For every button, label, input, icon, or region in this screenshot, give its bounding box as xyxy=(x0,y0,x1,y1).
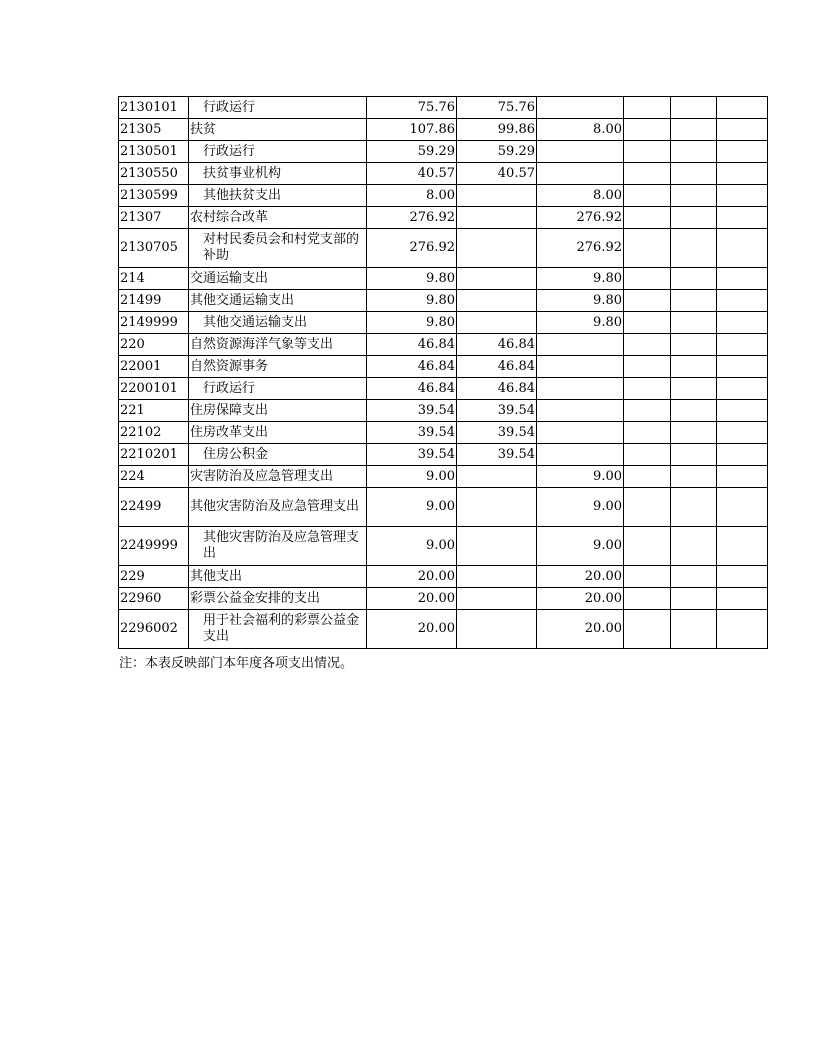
cell-col8 xyxy=(717,610,768,649)
cell-name: 住房保障支出 xyxy=(189,400,367,422)
table-row xyxy=(119,141,768,163)
cell-col8 xyxy=(717,422,768,444)
cell-code: 2200101 xyxy=(119,378,189,400)
cell-code: 2130550 xyxy=(119,163,189,185)
cell-project: 9.80 xyxy=(537,290,624,312)
cell-name: 灾害防治及应急管理支出 xyxy=(189,466,367,488)
cell-col8 xyxy=(717,444,768,466)
table-row xyxy=(119,334,768,356)
table-row xyxy=(119,378,768,400)
cell-project xyxy=(537,141,624,163)
cell-basic: 46.84 xyxy=(457,356,537,378)
cell-basic xyxy=(457,610,537,649)
cell-col6 xyxy=(624,378,671,400)
cell-project xyxy=(537,444,624,466)
cell-code: 229 xyxy=(119,566,189,588)
cell-col7 xyxy=(671,312,717,334)
cell-col8 xyxy=(717,185,768,207)
cell-name: 彩票公益金安排的支出 xyxy=(189,588,367,610)
cell-code: 21307 xyxy=(119,207,189,229)
cell-col7 xyxy=(671,290,717,312)
table-row xyxy=(119,185,768,207)
cell-total: 20.00 xyxy=(367,588,457,610)
cell-basic xyxy=(457,268,537,290)
cell-basic: 46.84 xyxy=(457,334,537,356)
cell-project: 9.80 xyxy=(537,268,624,290)
table-row xyxy=(119,290,768,312)
cell-project: 20.00 xyxy=(537,610,624,649)
cell-col8 xyxy=(717,268,768,290)
cell-col8 xyxy=(717,312,768,334)
cell-name: 扶贫 xyxy=(189,119,367,141)
cell-total: 8.00 xyxy=(367,185,457,207)
cell-col6 xyxy=(624,268,671,290)
table-row xyxy=(119,444,768,466)
cell-col7 xyxy=(671,566,717,588)
cell-col6 xyxy=(624,356,671,378)
cell-total: 9.00 xyxy=(367,527,457,566)
cell-name: 住房改革支出 xyxy=(189,422,367,444)
cell-col8 xyxy=(717,141,768,163)
cell-col7 xyxy=(671,356,717,378)
cell-project: 9.00 xyxy=(537,466,624,488)
cell-col6 xyxy=(624,422,671,444)
cell-basic: 40.57 xyxy=(457,163,537,185)
table-row xyxy=(119,312,768,334)
cell-col6 xyxy=(624,97,671,119)
cell-total: 46.84 xyxy=(367,378,457,400)
table-row xyxy=(119,119,768,141)
cell-col6 xyxy=(624,119,671,141)
cell-total: 39.54 xyxy=(367,400,457,422)
cell-total: 276.92 xyxy=(367,207,457,229)
table-row xyxy=(119,400,768,422)
cell-name: 自然资源海洋气象等支出 xyxy=(189,334,367,356)
cell-total: 40.57 xyxy=(367,163,457,185)
cell-col8 xyxy=(717,466,768,488)
table-row xyxy=(119,356,768,378)
cell-project xyxy=(537,422,624,444)
cell-total: 9.80 xyxy=(367,290,457,312)
cell-col7 xyxy=(671,422,717,444)
table-row xyxy=(119,566,768,588)
cell-name: 交通运输支出 xyxy=(189,268,367,290)
cell-col7 xyxy=(671,141,717,163)
cell-col8 xyxy=(717,378,768,400)
cell-project: 276.92 xyxy=(537,207,624,229)
cell-code: 214 xyxy=(119,268,189,290)
cell-col8 xyxy=(717,527,768,566)
cell-code: 2130101 xyxy=(119,97,189,119)
cell-col8 xyxy=(717,334,768,356)
cell-name: 扶贫事业机构 xyxy=(189,163,367,185)
cell-project: 8.00 xyxy=(537,185,624,207)
cell-name: 农村综合改革 xyxy=(189,207,367,229)
cell-col7 xyxy=(671,588,717,610)
cell-col8 xyxy=(717,119,768,141)
cell-project xyxy=(537,378,624,400)
table-footnote: 注：本表反映部门本年度各项支出情况。 xyxy=(119,656,354,671)
cell-col6 xyxy=(624,229,671,268)
cell-name: 住房公积金 xyxy=(189,444,367,466)
cell-code: 2130599 xyxy=(119,185,189,207)
cell-basic xyxy=(457,290,537,312)
cell-basic: 39.54 xyxy=(457,422,537,444)
cell-total: 46.84 xyxy=(367,334,457,356)
cell-project: 20.00 xyxy=(537,566,624,588)
cell-total: 107.86 xyxy=(367,119,457,141)
cell-col7 xyxy=(671,268,717,290)
cell-code: 22499 xyxy=(119,488,189,527)
cell-code: 21499 xyxy=(119,290,189,312)
cell-basic xyxy=(457,185,537,207)
cell-col7 xyxy=(671,207,717,229)
cell-col7 xyxy=(671,163,717,185)
cell-col6 xyxy=(624,488,671,527)
cell-col8 xyxy=(717,207,768,229)
cell-total: 39.54 xyxy=(367,422,457,444)
expenditure-table xyxy=(118,96,768,649)
cell-col7 xyxy=(671,466,717,488)
cell-total: 9.00 xyxy=(367,466,457,488)
cell-project: 9.00 xyxy=(537,527,624,566)
cell-col6 xyxy=(624,400,671,422)
cell-col7 xyxy=(671,444,717,466)
cell-col7 xyxy=(671,97,717,119)
cell-col7 xyxy=(671,610,717,649)
cell-basic xyxy=(457,527,537,566)
cell-col8 xyxy=(717,400,768,422)
cell-col7 xyxy=(671,378,717,400)
cell-code: 221 xyxy=(119,400,189,422)
cell-col6 xyxy=(624,185,671,207)
table-row xyxy=(119,97,768,119)
cell-col8 xyxy=(717,488,768,527)
cell-total: 9.80 xyxy=(367,312,457,334)
cell-name: 其他扶贫支出 xyxy=(189,185,367,207)
cell-code: 2210201 xyxy=(119,444,189,466)
cell-col6 xyxy=(624,610,671,649)
cell-total: 20.00 xyxy=(367,566,457,588)
cell-total: 39.54 xyxy=(367,444,457,466)
table-row xyxy=(119,422,768,444)
cell-total: 75.76 xyxy=(367,97,457,119)
cell-code: 224 xyxy=(119,466,189,488)
cell-col6 xyxy=(624,588,671,610)
cell-basic xyxy=(457,588,537,610)
cell-col8 xyxy=(717,588,768,610)
cell-name: 行政运行 xyxy=(189,97,367,119)
table-row xyxy=(119,610,768,649)
cell-col8 xyxy=(717,97,768,119)
table-body xyxy=(119,97,768,649)
cell-name: 其他灾害防治及应急管理支出 xyxy=(189,488,367,527)
cell-basic xyxy=(457,466,537,488)
table-row xyxy=(119,466,768,488)
cell-col6 xyxy=(624,466,671,488)
table-row xyxy=(119,588,768,610)
table-row xyxy=(119,488,768,527)
cell-col8 xyxy=(717,290,768,312)
cell-total: 46.84 xyxy=(367,356,457,378)
cell-col6 xyxy=(624,566,671,588)
cell-total: 9.80 xyxy=(367,268,457,290)
table-row xyxy=(119,207,768,229)
cell-code: 22102 xyxy=(119,422,189,444)
cell-basic: 99.86 xyxy=(457,119,537,141)
cell-name: 用于社会福利的彩票公益金支出 xyxy=(189,610,367,649)
cell-name: 行政运行 xyxy=(189,141,367,163)
table-row xyxy=(119,268,768,290)
cell-col8 xyxy=(717,566,768,588)
cell-col8 xyxy=(717,229,768,268)
cell-col7 xyxy=(671,400,717,422)
cell-name: 其他交通运输支出 xyxy=(189,290,367,312)
cell-col6 xyxy=(624,163,671,185)
cell-basic: 59.29 xyxy=(457,141,537,163)
cell-project: 9.00 xyxy=(537,488,624,527)
cell-name: 对村民委员会和村党支部的补助 xyxy=(189,229,367,268)
cell-project: 276.92 xyxy=(537,229,624,268)
cell-total: 276.92 xyxy=(367,229,457,268)
cell-col7 xyxy=(671,527,717,566)
cell-col7 xyxy=(671,119,717,141)
cell-code: 22001 xyxy=(119,356,189,378)
cell-col8 xyxy=(717,163,768,185)
cell-name: 自然资源事务 xyxy=(189,356,367,378)
cell-total: 59.29 xyxy=(367,141,457,163)
cell-project: 9.80 xyxy=(537,312,624,334)
cell-col6 xyxy=(624,207,671,229)
cell-project: 8.00 xyxy=(537,119,624,141)
table-row xyxy=(119,163,768,185)
cell-col6 xyxy=(624,290,671,312)
cell-code: 220 xyxy=(119,334,189,356)
cell-name: 其他支出 xyxy=(189,566,367,588)
cell-code: 2130705 xyxy=(119,229,189,268)
cell-basic: 39.54 xyxy=(457,444,537,466)
cell-name: 其他灾害防治及应急管理支出 xyxy=(189,527,367,566)
cell-code: 2249999 xyxy=(119,527,189,566)
cell-total: 9.00 xyxy=(367,488,457,527)
cell-project xyxy=(537,334,624,356)
table-row xyxy=(119,527,768,566)
cell-basic xyxy=(457,229,537,268)
cell-name: 行政运行 xyxy=(189,378,367,400)
cell-project: 20.00 xyxy=(537,588,624,610)
cell-name: 其他交通运输支出 xyxy=(189,312,367,334)
cell-code: 22960 xyxy=(119,588,189,610)
cell-col7 xyxy=(671,229,717,268)
cell-basic xyxy=(457,207,537,229)
table-row xyxy=(119,229,768,268)
cell-col8 xyxy=(717,356,768,378)
cell-col7 xyxy=(671,488,717,527)
cell-project xyxy=(537,356,624,378)
cell-col6 xyxy=(624,444,671,466)
cell-project xyxy=(537,400,624,422)
cell-col7 xyxy=(671,334,717,356)
cell-col6 xyxy=(624,312,671,334)
cell-basic xyxy=(457,312,537,334)
cell-basic xyxy=(457,488,537,527)
cell-basic: 39.54 xyxy=(457,400,537,422)
cell-code: 21305 xyxy=(119,119,189,141)
cell-project xyxy=(537,97,624,119)
cell-project xyxy=(537,163,624,185)
cell-code: 2296002 xyxy=(119,610,189,649)
cell-col7 xyxy=(671,185,717,207)
cell-col6 xyxy=(624,527,671,566)
cell-code: 2149999 xyxy=(119,312,189,334)
cell-basic: 75.76 xyxy=(457,97,537,119)
cell-col6 xyxy=(624,141,671,163)
cell-code: 2130501 xyxy=(119,141,189,163)
cell-basic xyxy=(457,566,537,588)
cell-basic: 46.84 xyxy=(457,378,537,400)
cell-total: 20.00 xyxy=(367,610,457,649)
cell-col6 xyxy=(624,334,671,356)
